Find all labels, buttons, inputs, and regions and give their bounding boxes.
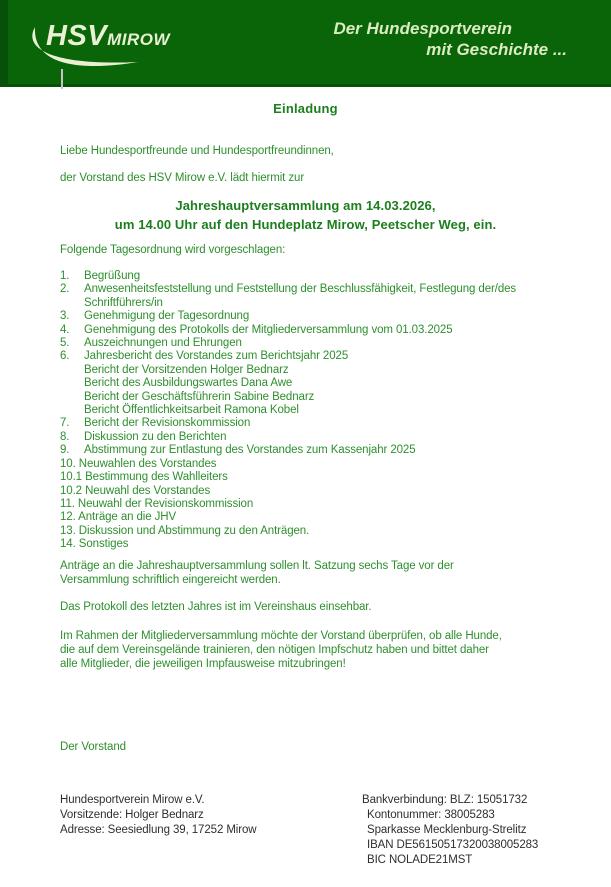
agenda-item-text <box>84 350 348 363</box>
document-title: Einladung <box>273 101 338 116</box>
text-line: Jahreshauptversammlung am 14.03.2026, <box>175 198 436 213</box>
text-line: Das Protokoll des letzten Jahres ist im Vereinshaus einsehbar. <box>60 601 372 613</box>
agenda-item: 10.2 Neuwahl des Vorstandes <box>60 484 211 497</box>
text-line: Diskussion zu den Berichten <box>84 430 227 443</box>
agenda-item-text <box>84 417 250 430</box>
agenda-item: 13. Diskussion und Abstimmung zu den Anträgen. <box>60 524 310 537</box>
text-line: alle Mitglieder, die jeweiligen Impfausweise mitzubringen! <box>60 658 346 670</box>
agenda-item: 12. Anträge an die JHV <box>60 511 177 524</box>
footer-bank-details <box>362 793 538 868</box>
agenda-sub-item: Bericht der Vorsitzenden Holger Bednarz <box>84 363 289 376</box>
agenda-intro-line: Folgende Tagesordnung wird vorgeschlagen: <box>60 244 286 256</box>
paragraph-motions <box>60 559 454 587</box>
agenda-item <box>60 431 516 444</box>
text-cursor-artifact <box>61 69 63 89</box>
agenda-item <box>60 324 516 337</box>
agenda-item: 11. Neuwahl der Revisionskommission <box>60 497 254 510</box>
agenda-item <box>60 283 516 310</box>
header-bottom-edge <box>0 84 611 87</box>
club-logo <box>30 14 220 74</box>
text-line: Sparkasse Mecklenburg-Strelitz <box>367 824 527 836</box>
page-header <box>0 0 611 87</box>
text-line: IBAN DE56150517320038005283 <box>367 839 539 851</box>
text-line: Jahresbericht des Vorstandes zum Berichtsjahr 2025 <box>84 350 349 363</box>
text-line: um 14.00 Uhr auf den Hundeplatz Mirow, Peetscher Weg, ein. <box>114 217 497 232</box>
tagline-line-2: mit Geschichte ... <box>426 40 567 59</box>
text-line: Begrüßung <box>84 270 140 282</box>
agenda-item: 10.1 Bestimmung des Wahlleiters <box>60 471 228 484</box>
salutation-line: Liebe Hundesportfreunde und Hundesportfreundinnen, <box>60 145 334 157</box>
agenda-item-number: 3. <box>60 310 70 323</box>
agenda-list <box>60 270 516 552</box>
agenda-sub-item: Bericht des Ausbildungswartes Dana Awe <box>84 377 293 390</box>
header-tagline <box>333 18 567 60</box>
text-line: die auf dem Vereinsgelände trainieren, den nötigen Impfschutz haben und bittet daher <box>60 644 489 656</box>
logo-mirow-text: MIROW <box>107 30 171 49</box>
text-line: Genehmigung der Tagesordnung <box>84 310 250 323</box>
agenda-item-text <box>84 431 226 444</box>
agenda-item-text <box>84 310 249 323</box>
agenda-item-text <box>84 444 416 457</box>
agenda-item <box>60 417 516 430</box>
text-line: Anwesenheitsfeststellung und Feststellung der Beschlussfähigkeit, Festlegung der/des <box>84 283 517 296</box>
agenda-item <box>60 337 516 350</box>
text-line: Schriftführers/in <box>84 296 163 309</box>
agenda-item: 10. Neuwahlen des Vorstandes <box>60 457 217 470</box>
text-line: Bericht der Revisionskommission <box>84 417 251 430</box>
agenda-item-number: 5. <box>60 337 70 350</box>
agenda-item <box>60 310 516 323</box>
agenda-item <box>60 270 516 283</box>
logo-text <box>46 20 170 53</box>
agenda-item-number: 8. <box>60 430 70 443</box>
agenda-item-text <box>84 283 516 310</box>
paragraph-vaccination <box>60 629 502 671</box>
agenda-item-number: 6. <box>60 350 70 363</box>
agenda-item-number: 7. <box>60 417 70 430</box>
signature-line: Der Vorstand <box>60 741 126 753</box>
agenda-item <box>60 444 516 457</box>
text-line: Im Rahmen der Mitgliederversammlung möchte der Vorstand überprüfen, ob alle Hunde, <box>60 630 502 642</box>
agenda-item-number: 1. <box>60 270 70 282</box>
text-line: Genehmigung des Protokolls der Mitgliederversammlung vom 01.03.2025 <box>84 323 453 336</box>
agenda-sub-item: Bericht Öffentlichkeitsarbeit Ramona Kobel <box>84 404 299 417</box>
text-line: Adresse: Seesiedlung 39, 17252 Mirow <box>60 824 257 836</box>
agenda-item: 14. Sonstiges <box>60 538 129 551</box>
text-line: Bankverbindung: BLZ: 15051732 <box>362 794 528 806</box>
logo-hsv-text: HSV <box>46 20 108 52</box>
text-line: Versammlung schriftlich eingereicht werden. <box>60 574 281 586</box>
header-left-edge <box>0 0 8 87</box>
agenda-item-number: 9. <box>60 444 70 457</box>
event-title <box>0 196 611 234</box>
tagline-line-1: Der Hundesportverein <box>333 19 512 38</box>
text-line: Anträge an die Jahreshauptversammlung sollen lt. Satzung sechs Tage vor der <box>60 560 454 572</box>
text-line: Hundesportverein Mirow e.V. <box>60 794 205 806</box>
paragraph-protocol <box>60 600 372 614</box>
text-line: Abstimmung zur Entlastung des Vorstandes zum Kassenjahr 2025 <box>84 444 416 457</box>
agenda-item-text <box>84 337 242 350</box>
agenda-item-text <box>84 270 140 283</box>
intro-line: der Vorstand des HSV Mirow e.V. lädt hiermit zur <box>60 172 305 184</box>
agenda-item <box>60 350 516 363</box>
agenda-item-number: 2. <box>60 283 70 296</box>
agenda-item-number: 4. <box>60 323 70 336</box>
footer-club-address <box>60 793 257 838</box>
text-line: Auszeichnungen und Ehrungen <box>84 337 242 350</box>
text-line: Kontonummer: 38005283 <box>367 809 495 821</box>
text-line: BIC NOLADE21MST <box>367 854 473 866</box>
agenda-sub-item: Bericht der Geschäftsführerin Sabine Bednarz <box>84 390 315 403</box>
text-line: Vorsitzende: Holger Bednarz <box>60 809 204 821</box>
agenda-item-text <box>84 324 453 337</box>
